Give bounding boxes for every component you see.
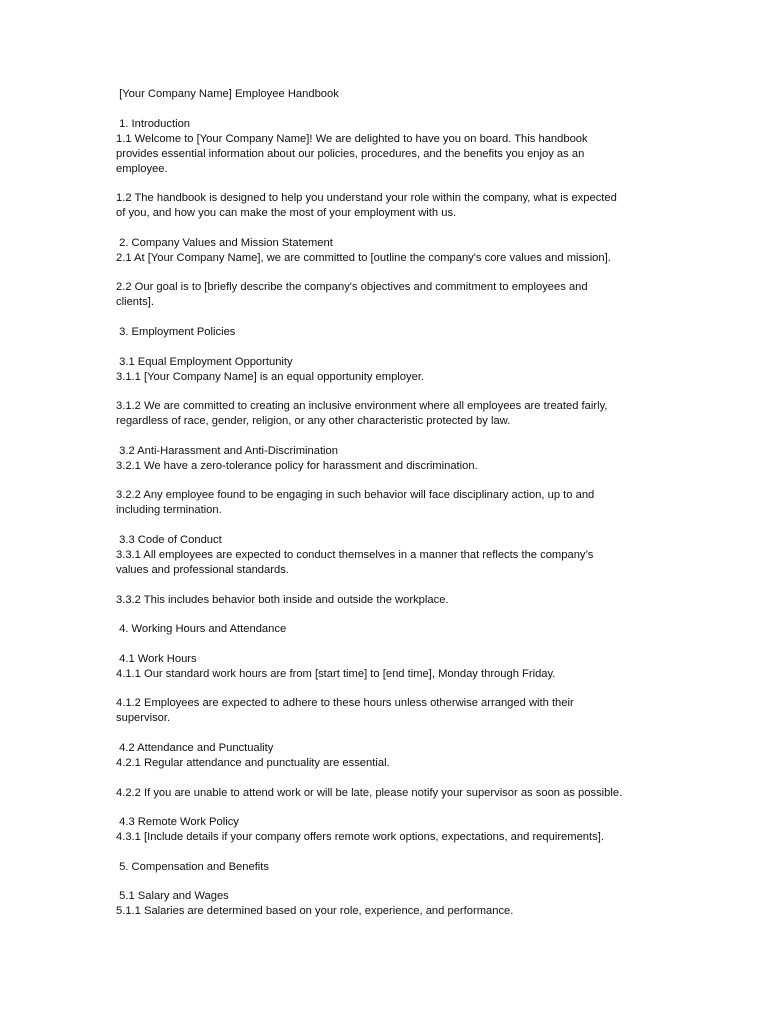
document-body: [116, 87, 676, 919]
paragraph-line: clients].: [116, 296, 154, 309]
section-heading: 3. Employment Policies: [116, 325, 236, 338]
section-heading: 3.2 Anti-Harassment and Anti-Discrimination: [116, 444, 338, 457]
section-heading: 1. Introduction: [116, 117, 191, 130]
blank-line: [116, 102, 676, 117]
blank-line: [116, 429, 676, 444]
paragraph-line: 1.2 The handbook is designed to help you understand your role within the company, what is expected: [116, 192, 617, 205]
section-heading: 2. Company Values and Mission Statement: [116, 236, 333, 249]
blank-line: [116, 474, 676, 489]
paragraph-line: 3.3.1 All employees are expected to conduct themselves in a manner that reflects the company’s: [116, 548, 594, 561]
blank-line: [116, 875, 676, 890]
blank-line: [116, 608, 676, 623]
paragraph-line: of you, and how you can make the most of your employment with us.: [116, 207, 457, 220]
document-lines: [116, 102, 676, 919]
blank-line: [116, 340, 676, 355]
section-heading: 3.3 Code of Conduct: [116, 533, 222, 546]
paragraph-line: 3.3.2 This includes behavior both inside and outside the workplace.: [116, 593, 449, 606]
paragraph-line: values and professional standards.: [116, 563, 289, 576]
paragraph-line: regardless of race, gender, religion, or any other characteristic protected by law.: [116, 415, 511, 428]
paragraph-line: provides essential information about our policies, procedures, and the benefits you enjoy as an: [116, 147, 585, 160]
blank-line: [116, 637, 676, 652]
section-heading: 4.3 Remote Work Policy: [116, 816, 239, 829]
paragraph-line: 4.3.1 [Include details if your company offers remote work options, expectations, and requirements].: [116, 831, 604, 844]
paragraph-line: employee.: [116, 162, 168, 175]
blank-line: [116, 578, 676, 593]
section-heading: 5. Compensation and Benefits: [116, 860, 269, 873]
blank-line: [116, 726, 676, 741]
section-heading: 4. Working Hours and Attendance: [116, 623, 287, 636]
paragraph-line: 3.1.2 We are committed to creating an inclusive environment where all employees are treated fairly,: [116, 400, 608, 413]
paragraph-line: 1.1 Welcome to [Your Company Name]! We are delighted to have you on board. This handbook: [116, 132, 588, 145]
paragraph-line: including termination.: [116, 504, 222, 517]
paragraph-line: 4.1.2 Employees are expected to adhere to these hours unless otherwise arranged with their: [116, 697, 574, 710]
blank-line: [116, 801, 676, 816]
blank-line: [116, 266, 676, 281]
paragraph-line: 3.2.1 We have a zero-tolerance policy for harassment and discrimination.: [116, 459, 478, 472]
blank-line: [116, 518, 676, 533]
paragraph-line: 5.1.1 Salaries are determined based on your role, experience, and performance.: [116, 905, 514, 918]
section-heading: 4.1 Work Hours: [116, 652, 197, 665]
paragraph-line: 2.1 At [Your Company Name], we are committed to [outline the company's core values and mission].: [116, 251, 611, 264]
paragraph-line: 2.2 Our goal is to [briefly describe the company's objectives and commitment to employees and: [116, 281, 588, 294]
blank-line: [116, 385, 676, 400]
paragraph-line: 4.2.1 Regular attendance and punctuality are essential.: [116, 756, 390, 769]
blank-line: [116, 845, 676, 860]
blank-line: [116, 682, 676, 697]
blank-line: [116, 221, 676, 236]
paragraph-line: 3.2.2 Any employee found to be engaging in such behavior will face disciplinary action, up to and: [116, 489, 595, 502]
blank-line: [116, 771, 676, 786]
section-heading: 3.1 Equal Employment Opportunity: [116, 355, 293, 368]
blank-line: [116, 177, 676, 192]
section-heading: 5.1 Salary and Wages: [116, 890, 229, 903]
blank-line: [116, 310, 676, 325]
paragraph-line: supervisor.: [116, 712, 171, 725]
paragraph-line: 4.2.2 If you are unable to attend work or will be late, please notify your supervisor as soon as possible.: [116, 786, 623, 799]
paragraph-line: 3.1.1 [Your Company Name] is an equal opportunity employer.: [116, 370, 425, 383]
section-heading: 4.2 Attendance and Punctuality: [116, 741, 274, 754]
document-title: [Your Company Name] Employee Handbook: [116, 88, 339, 100]
paragraph-line: 4.1.1 Our standard work hours are from [start time] to [end time], Monday through Friday.: [116, 667, 556, 680]
